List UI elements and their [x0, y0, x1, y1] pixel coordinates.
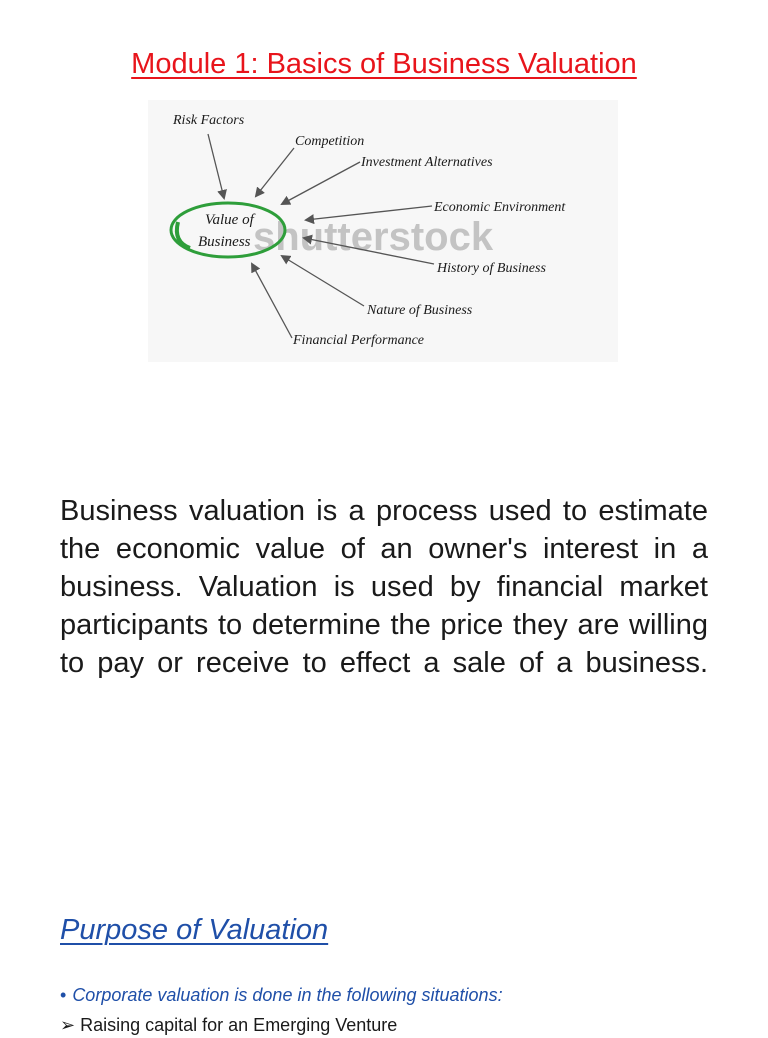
- arrow-investment: [282, 162, 360, 204]
- diagram-svg: [148, 100, 618, 362]
- arrow-competition: [256, 148, 294, 196]
- bullet-dot-icon: •: [60, 985, 67, 1005]
- bullet-item: [60, 982, 503, 1008]
- center-label-line1: Value of: [205, 212, 254, 228]
- value-of-business-diagram: [148, 100, 618, 362]
- bullet-text: Corporate valuation is done in the following situations:: [72, 985, 503, 1005]
- arrow-risk: [208, 134, 224, 198]
- label-risk-factors: Risk Factors: [173, 113, 245, 128]
- label-financial-performance: Financial Performance: [293, 333, 425, 348]
- center-label-line2: Business: [198, 234, 251, 250]
- sub-bullet-text: Raising capital for an Emerging Venture: [80, 1015, 398, 1035]
- watermark-text: shutterstock: [253, 215, 494, 259]
- definition-paragraph: Business valuation is a process used to estimate the economic value of an owner's interest in a business. Valuation is used by financial market participants to determine the price they are willing to pay or receive to effect a sale of a business.: [60, 495, 708, 679]
- label-competition: Competition: [295, 134, 365, 149]
- arrow-financial: [252, 264, 292, 338]
- arrow-bullet-icon: ➢: [60, 1015, 81, 1035]
- label-investment-alternatives: Investment Alternatives: [361, 155, 493, 170]
- arrow-nature: [282, 256, 364, 306]
- label-nature-of-business: Nature of Business: [367, 303, 473, 318]
- label-economic-environment: Economic Environment: [434, 200, 566, 215]
- sub-bullet-item: [60, 1012, 397, 1038]
- page-title: Module 1: Basics of Business Valuation: [131, 48, 637, 80]
- purpose-heading: Purpose of Valuation: [60, 914, 329, 946]
- label-history-of-business: History of Business: [437, 261, 546, 276]
